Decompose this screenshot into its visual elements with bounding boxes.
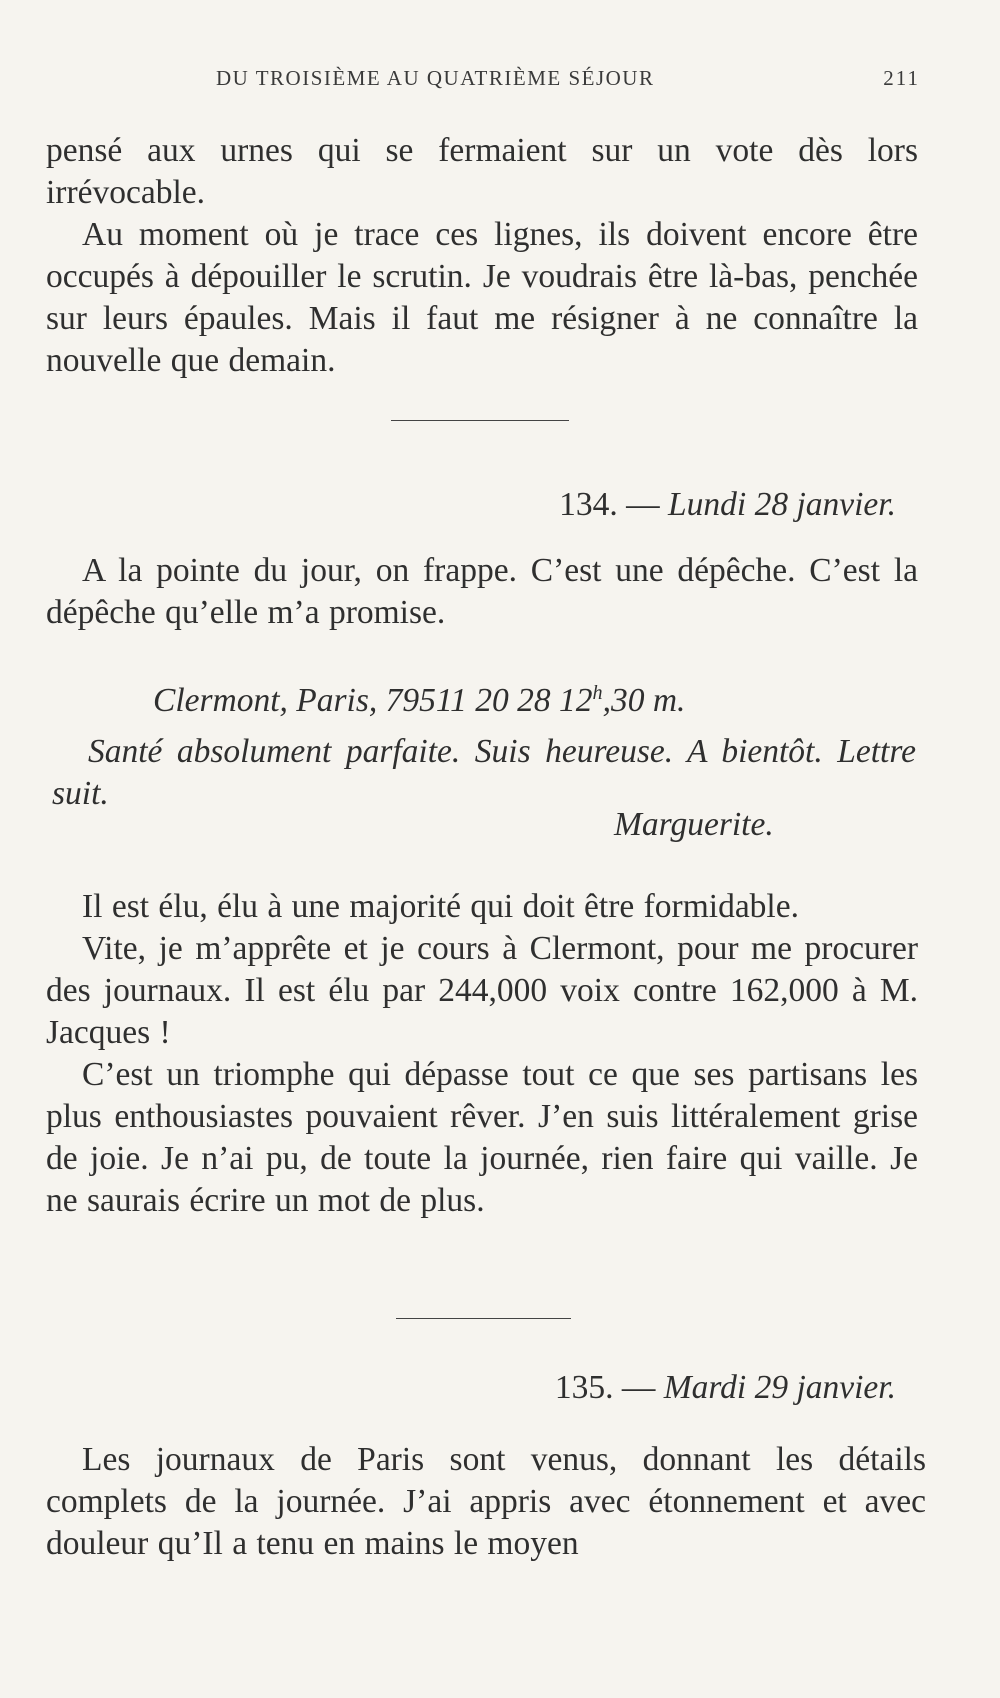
- opening-text: [46, 130, 918, 382]
- paragraph: C’est un triomphe qui dépasse tout ce que ses partisans les plus enthousiastes pouvaient rêver. J’en suis littéralement grise de joie. Je n’ai pu, de toute la journée, rien faire qui vaille. Je ne saurais écrire un mot de plus.: [46, 1056, 918, 1219]
- section-divider: [396, 1318, 571, 1319]
- paragraph: A la pointe du jour, on frappe. C’est une dépêche. C’est la dépêche qu’elle m’a promise.: [46, 552, 918, 631]
- entry-text: [46, 886, 918, 1222]
- entry-heading: [555, 1367, 896, 1409]
- telegram-header-sup: h: [592, 682, 603, 704]
- entry-number: 134. —: [559, 486, 660, 523]
- paragraph: Les journaux de Paris sont venus, donnant les détails complets de la journée. J’ai appris avec étonnement et avec douleur qu’Il a tenu en mains le moyen: [46, 1441, 926, 1562]
- page-number: 211: [883, 66, 920, 90]
- telegram-header-tail: ,30 m.: [602, 682, 686, 720]
- running-header: [216, 66, 920, 96]
- entry-text: [46, 1439, 926, 1565]
- telegram-header-text: Clermont, Paris, 79511 20 28 12: [153, 682, 593, 720]
- entry-date: Mardi 29 janvier.: [663, 1369, 896, 1406]
- paragraph: Vite, je m’apprête et je cours à Clermont, pour me procurer des journaux. Il est élu par 244,000 voix contre 162,000 à M. Jacques !: [46, 930, 918, 1051]
- entry-date: Lundi 28 janvier.: [668, 486, 896, 523]
- telegram-body: Santé absolument parfaite. Suis heureuse. A bientôt. Lettre suit.: [52, 733, 916, 812]
- paragraph: Au moment où je trace ces lignes, ils doivent encore être occupés à dépouiller le scrutin. Je voudrais être là-bas, penchée sur leurs épaules. Mais il faut me résigner à ne connaître la nouvelle que demain.: [46, 216, 918, 379]
- entry-heading: [559, 484, 896, 526]
- paragraph: pensé aux urnes qui se fermaient sur un vote dès lors irrévocable.: [46, 132, 918, 211]
- telegram-signature: Marguerite.: [614, 806, 774, 843]
- running-title: DU TROISIÈME AU QUATRIÈME SÉJOUR: [216, 66, 655, 90]
- entry-number: 135. —: [554, 1369, 656, 1406]
- telegram-header: [153, 672, 685, 722]
- paragraph: Il est élu, élu à une majorité qui doit être formidable.: [82, 888, 799, 925]
- section-divider: [391, 420, 569, 421]
- entry-text: [46, 550, 918, 634]
